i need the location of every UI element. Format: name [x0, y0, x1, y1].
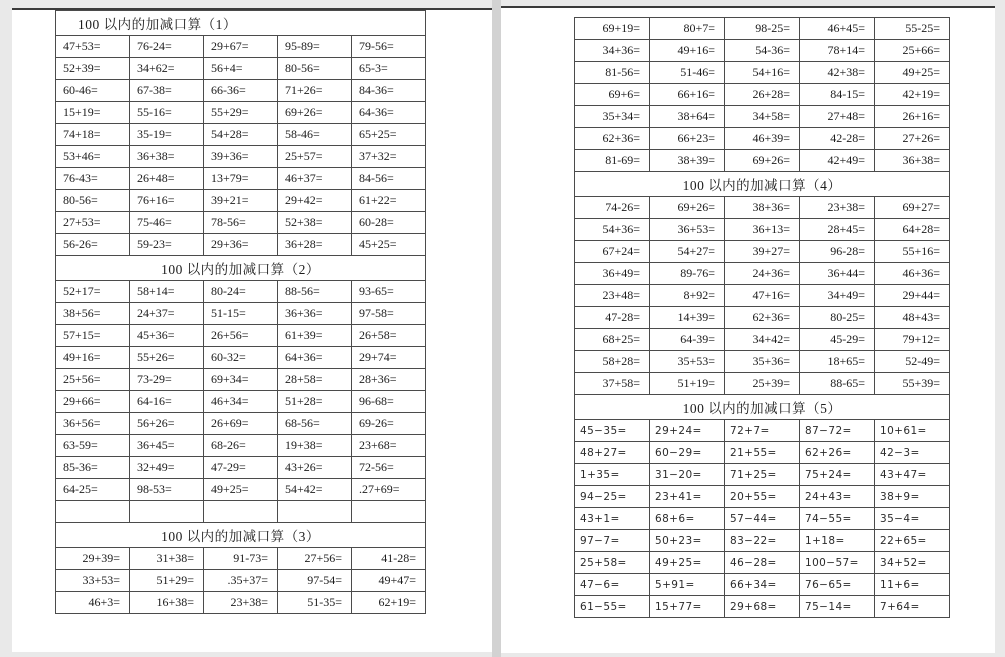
problem-cell: 87−72=: [800, 420, 875, 442]
problem-cell: 43+26=: [278, 457, 352, 479]
problem-cell: 56+4=: [204, 58, 278, 80]
problem-cell: 60-32=: [204, 347, 278, 369]
problem-cell: 60−29=: [650, 442, 725, 464]
problem-cell: 34+52=: [875, 552, 950, 574]
problem-cell: 64-16=: [130, 391, 204, 413]
problem-cell: 34+58=: [725, 106, 800, 128]
problem-cell: 42+19=: [875, 84, 950, 106]
problem-cell: 24+36=: [725, 263, 800, 285]
problem-cell: 28+58=: [278, 369, 352, 391]
problem-cell: 66+23=: [650, 128, 725, 150]
problem-cell: 78+14=: [800, 40, 875, 62]
problem-cell: 54-36=: [725, 40, 800, 62]
problem-cell: 62+19=: [352, 592, 426, 614]
problem-cell: 29+24=: [650, 420, 725, 442]
problem-cell: 36+13=: [725, 219, 800, 241]
problem-cell: 75−14=: [800, 596, 875, 618]
problem-cell: 36+38=: [130, 146, 204, 168]
problem-cell: 36+49=: [575, 263, 650, 285]
problem-cell: 45−35=: [575, 420, 650, 442]
page-separator: [492, 0, 501, 657]
problem-cell: 46+45=: [800, 18, 875, 40]
worksheet-title: 100 以内的加减口算（4）: [575, 172, 950, 197]
problem-cell: 49+16=: [56, 347, 130, 369]
problem-cell: 84-36=: [352, 80, 426, 102]
problem-cell: 68-26=: [204, 435, 278, 457]
page-left: [12, 8, 492, 652]
problem-cell: 23+38=: [800, 197, 875, 219]
problem-cell: 67-38=: [130, 80, 204, 102]
empty-cell: [204, 501, 278, 523]
problem-cell: 57−44=: [725, 508, 800, 530]
problem-cell: 64+36=: [278, 347, 352, 369]
problem-cell: 31+38=: [130, 548, 204, 570]
problem-cell: 56-26=: [56, 234, 130, 256]
worksheet-title: 100 以内的加减口算（5）: [575, 395, 950, 420]
problem-cell: 42+49=: [800, 150, 875, 172]
problem-cell: 46+34=: [204, 391, 278, 413]
problem-cell: 78-56=: [204, 212, 278, 234]
problem-cell: 29+68=: [725, 596, 800, 618]
problem-cell: 52+17=: [56, 281, 130, 303]
problem-cell: 69+26=: [725, 150, 800, 172]
problem-cell: 29+67=: [204, 36, 278, 58]
problem-cell: 34+36=: [575, 40, 650, 62]
problem-cell: 49+25=: [650, 552, 725, 574]
problem-cell: 76-24=: [130, 36, 204, 58]
problem-cell: 38+64=: [650, 106, 725, 128]
problem-cell: 66+34=: [725, 574, 800, 596]
problem-cell: 26+16=: [875, 106, 950, 128]
problem-cell: 27+53=: [56, 212, 130, 234]
worksheet-title: 100 以内的加减口算（3）: [56, 523, 426, 548]
problem-cell: 25+56=: [56, 369, 130, 391]
problem-cell: 34+49=: [800, 285, 875, 307]
empty-cell: [352, 501, 426, 523]
problem-cell: 42+38=: [800, 62, 875, 84]
worksheet-table-right: [574, 17, 950, 618]
problem-cell: 61+22=: [352, 190, 426, 212]
problem-cell: 29+42=: [278, 190, 352, 212]
problem-cell: 75-46=: [130, 212, 204, 234]
problem-cell: 65-3=: [352, 58, 426, 80]
problem-cell: 64-36=: [352, 102, 426, 124]
problem-cell: 68+6=: [650, 508, 725, 530]
problem-cell: 24+43=: [800, 486, 875, 508]
problem-cell: 27+56=: [278, 548, 352, 570]
problem-cell: 69+26=: [650, 197, 725, 219]
problem-cell: 49+25=: [875, 62, 950, 84]
problem-cell: 58+14=: [130, 281, 204, 303]
problem-cell: 76−65=: [800, 574, 875, 596]
problem-cell: 41-28=: [352, 548, 426, 570]
problem-cell: 1+35=: [575, 464, 650, 486]
problem-cell: 46+36=: [875, 263, 950, 285]
problem-cell: 98-25=: [725, 18, 800, 40]
problem-cell: 51+28=: [278, 391, 352, 413]
problem-cell: 57+15=: [56, 325, 130, 347]
problem-cell: 84-15=: [800, 84, 875, 106]
problem-cell: 38+9=: [875, 486, 950, 508]
problem-cell: 79-56=: [352, 36, 426, 58]
problem-cell: 29+44=: [875, 285, 950, 307]
problem-cell: 36+53=: [650, 219, 725, 241]
problem-cell: 55-25=: [875, 18, 950, 40]
problem-cell: 29+36=: [204, 234, 278, 256]
problem-cell: 83−22=: [725, 530, 800, 552]
problem-cell: 61+39=: [278, 325, 352, 347]
problem-cell: 84-56=: [352, 168, 426, 190]
problem-cell: 52+39=: [56, 58, 130, 80]
problem-cell: 1+18=: [800, 530, 875, 552]
problem-cell: 45-29=: [800, 329, 875, 351]
problem-cell: 72-56=: [352, 457, 426, 479]
problem-cell: 38+56=: [56, 303, 130, 325]
problem-cell: 62+36=: [575, 128, 650, 150]
problem-cell: 8+92=: [650, 285, 725, 307]
problem-cell: 34+62=: [130, 58, 204, 80]
problem-cell: 49+25=: [204, 479, 278, 501]
problem-cell: 36+38=: [875, 150, 950, 172]
problem-cell: 97-54=: [278, 570, 352, 592]
problem-cell: 51+29=: [130, 570, 204, 592]
problem-cell: 25+66=: [875, 40, 950, 62]
problem-cell: 26+58=: [352, 325, 426, 347]
problem-cell: 35-19=: [130, 124, 204, 146]
problem-cell: 23+48=: [575, 285, 650, 307]
problem-cell: 54+16=: [725, 62, 800, 84]
problem-cell: 80-56=: [278, 58, 352, 80]
problem-cell: 25+57=: [278, 146, 352, 168]
problem-cell: .27+69=: [352, 479, 426, 501]
problem-cell: 75+24=: [800, 464, 875, 486]
problem-cell: 80-24=: [204, 281, 278, 303]
problem-cell: 46−28=: [725, 552, 800, 574]
problem-cell: 60-28=: [352, 212, 426, 234]
problem-cell: 33+53=: [56, 570, 130, 592]
problem-cell: 42−3=: [875, 442, 950, 464]
problem-cell: 59-23=: [130, 234, 204, 256]
problem-cell: 10+61=: [875, 420, 950, 442]
problem-cell: 27+26=: [875, 128, 950, 150]
problem-cell: 20+55=: [725, 486, 800, 508]
problem-cell: 58-46=: [278, 124, 352, 146]
problem-cell: 62+36=: [725, 307, 800, 329]
problem-cell: 43+47=: [875, 464, 950, 486]
problem-cell: 48+27=: [575, 442, 650, 464]
problem-cell: 79+12=: [875, 329, 950, 351]
empty-cell: [130, 501, 204, 523]
problem-cell: 36+56=: [56, 413, 130, 435]
problem-cell: 80+7=: [650, 18, 725, 40]
problem-cell: 68+25=: [575, 329, 650, 351]
problem-cell: 52-49=: [875, 351, 950, 373]
problem-cell: 72+7=: [725, 420, 800, 442]
problem-cell: 91-73=: [204, 548, 278, 570]
problem-cell: 55+26=: [130, 347, 204, 369]
problem-cell: 65+25=: [352, 124, 426, 146]
problem-cell: 35+53=: [650, 351, 725, 373]
problem-cell: 55-16=: [130, 102, 204, 124]
empty-cell: [278, 501, 352, 523]
problem-cell: 54+28=: [204, 124, 278, 146]
problem-cell: 39+36=: [204, 146, 278, 168]
problem-cell: 34+42=: [725, 329, 800, 351]
problem-cell: 47-28=: [575, 307, 650, 329]
problem-cell: 69+34=: [204, 369, 278, 391]
problem-cell: 93-65=: [352, 281, 426, 303]
problem-cell: 11+6=: [875, 574, 950, 596]
problem-cell: 46+39=: [725, 128, 800, 150]
problem-cell: 58+28=: [575, 351, 650, 373]
problem-cell: 54+36=: [575, 219, 650, 241]
problem-cell: 36+44=: [800, 263, 875, 285]
problem-cell: 29+74=: [352, 347, 426, 369]
problem-cell: 97−7=: [575, 530, 650, 552]
problem-cell: 46+37=: [278, 168, 352, 190]
problem-cell: 97-58=: [352, 303, 426, 325]
problem-cell: 73-29=: [130, 369, 204, 391]
problem-cell: 63-59=: [56, 435, 130, 457]
problem-cell: 39+27=: [725, 241, 800, 263]
problem-cell: 39+21=: [204, 190, 278, 212]
problem-cell: 61−55=: [575, 596, 650, 618]
problem-cell: 5+91=: [650, 574, 725, 596]
problem-cell: 29+66=: [56, 391, 130, 413]
problem-cell: 60-46=: [56, 80, 130, 102]
problem-cell: 26+28=: [725, 84, 800, 106]
problem-cell: 56+26=: [130, 413, 204, 435]
problem-cell: 24+37=: [130, 303, 204, 325]
problem-cell: 88-56=: [278, 281, 352, 303]
problem-cell: 71+26=: [278, 80, 352, 102]
problem-cell: 66+16=: [650, 84, 725, 106]
problem-cell: 23+38=: [204, 592, 278, 614]
problem-cell: 21+55=: [725, 442, 800, 464]
problem-cell: 45+25=: [352, 234, 426, 256]
problem-cell: 23+68=: [352, 435, 426, 457]
problem-cell: 42-28=: [800, 128, 875, 150]
problem-cell: 25+39=: [725, 373, 800, 395]
problem-cell: 15+19=: [56, 102, 130, 124]
problem-cell: 35+36=: [725, 351, 800, 373]
page-right: [501, 6, 995, 653]
problem-cell: 32+49=: [130, 457, 204, 479]
problem-cell: 51-46=: [650, 62, 725, 84]
problem-cell: 37+32=: [352, 146, 426, 168]
problem-cell: 19+38=: [278, 435, 352, 457]
problem-cell: 18+65=: [800, 351, 875, 373]
problem-cell: 95-89=: [278, 36, 352, 58]
problem-cell: 64-39=: [650, 329, 725, 351]
worksheet-title: 100 以内的加减口算（2）: [56, 256, 426, 281]
problem-cell: 80-25=: [800, 307, 875, 329]
problem-cell: 66-36=: [204, 80, 278, 102]
problem-cell: 47+16=: [725, 285, 800, 307]
problem-cell: 69+27=: [875, 197, 950, 219]
problem-cell: 67+24=: [575, 241, 650, 263]
problem-cell: 37+58=: [575, 373, 650, 395]
problem-cell: 22+65=: [875, 530, 950, 552]
problem-cell: .35+37=: [204, 570, 278, 592]
problem-cell: 53+46=: [56, 146, 130, 168]
problem-cell: 36+28=: [278, 234, 352, 256]
problem-cell: 28+45=: [800, 219, 875, 241]
problem-cell: 96-68=: [352, 391, 426, 413]
problem-cell: 47−6=: [575, 574, 650, 596]
problem-cell: 51+19=: [650, 373, 725, 395]
problem-cell: 28+36=: [352, 369, 426, 391]
problem-cell: 45+36=: [130, 325, 204, 347]
problem-cell: 47-29=: [204, 457, 278, 479]
problem-cell: 48+43=: [875, 307, 950, 329]
problem-cell: 71+25=: [725, 464, 800, 486]
problem-cell: 46+3=: [56, 592, 130, 614]
problem-cell: 62+26=: [800, 442, 875, 464]
problem-cell: 89-76=: [650, 263, 725, 285]
problem-cell: 52+38=: [278, 212, 352, 234]
problem-cell: 55+39=: [875, 373, 950, 395]
problem-cell: 98-53=: [130, 479, 204, 501]
problem-cell: 38+39=: [650, 150, 725, 172]
worksheet-title: 100 以内的加减口算（1）: [56, 11, 426, 36]
problem-cell: 14+39=: [650, 307, 725, 329]
problem-cell: 38+36=: [725, 197, 800, 219]
problem-cell: 51-15=: [204, 303, 278, 325]
problem-cell: 23+41=: [650, 486, 725, 508]
problem-cell: 96-28=: [800, 241, 875, 263]
problem-cell: 7+64=: [875, 596, 950, 618]
problem-cell: 69-26=: [352, 413, 426, 435]
problem-cell: 27+48=: [800, 106, 875, 128]
problem-cell: 35+34=: [575, 106, 650, 128]
problem-cell: 49+16=: [650, 40, 725, 62]
problem-cell: 55+29=: [204, 102, 278, 124]
problem-cell: 80-56=: [56, 190, 130, 212]
problem-cell: 100−57=: [800, 552, 875, 574]
problem-cell: 74-26=: [575, 197, 650, 219]
problem-cell: 76-43=: [56, 168, 130, 190]
problem-cell: 43+1=: [575, 508, 650, 530]
problem-cell: 94−25=: [575, 486, 650, 508]
problem-cell: 15+77=: [650, 596, 725, 618]
problem-cell: 55+16=: [875, 241, 950, 263]
problem-cell: 69+6=: [575, 84, 650, 106]
problem-cell: 31−20=: [650, 464, 725, 486]
problem-cell: 54+27=: [650, 241, 725, 263]
problem-cell: 69+19=: [575, 18, 650, 40]
problem-cell: 76+16=: [130, 190, 204, 212]
problem-cell: 36+36=: [278, 303, 352, 325]
problem-cell: 26+69=: [204, 413, 278, 435]
problem-cell: 25+58=: [575, 552, 650, 574]
problem-cell: 29+39=: [56, 548, 130, 570]
problem-cell: 85-36=: [56, 457, 130, 479]
problem-cell: 54+42=: [278, 479, 352, 501]
problem-cell: 13+79=: [204, 168, 278, 190]
problem-cell: 16+38=: [130, 592, 204, 614]
problem-cell: 47+53=: [56, 36, 130, 58]
problem-cell: 64+28=: [875, 219, 950, 241]
problem-cell: 81-56=: [575, 62, 650, 84]
worksheet-table-left: [55, 10, 426, 614]
empty-cell: [56, 501, 130, 523]
problem-cell: 69+26=: [278, 102, 352, 124]
problem-cell: 50+23=: [650, 530, 725, 552]
problem-cell: 81-69=: [575, 150, 650, 172]
problem-cell: 88-65=: [800, 373, 875, 395]
problem-cell: 64-25=: [56, 479, 130, 501]
problem-cell: 26+48=: [130, 168, 204, 190]
problem-cell: 49+47=: [352, 570, 426, 592]
problem-cell: 74−55=: [800, 508, 875, 530]
problem-cell: 74+18=: [56, 124, 130, 146]
problem-cell: 36+45=: [130, 435, 204, 457]
problem-cell: 51-35=: [278, 592, 352, 614]
problem-cell: 68-56=: [278, 413, 352, 435]
problem-cell: 35−4=: [875, 508, 950, 530]
problem-cell: 26+56=: [204, 325, 278, 347]
